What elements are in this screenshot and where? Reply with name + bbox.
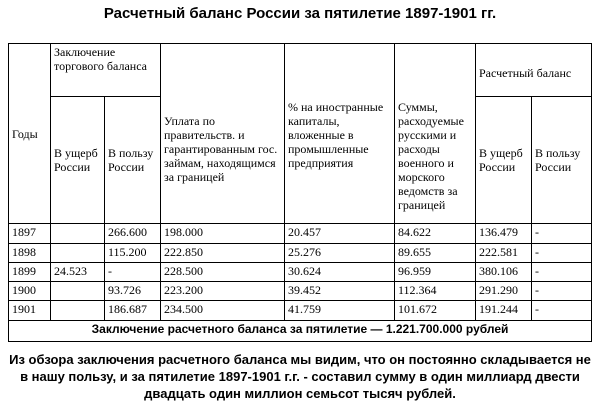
- settlement-against-cell: 380.106: [476, 262, 532, 281]
- header-settlement-against: В ущерб России: [476, 96, 532, 224]
- table-row: [9, 224, 592, 243]
- table-row: [9, 243, 592, 262]
- trade-against-cell: [51, 224, 105, 243]
- settlement-against-cell: 136.479: [476, 224, 532, 243]
- header-payment: Уплата по правительств. и гарантированным гос. займам, находящимся за границей: [161, 44, 285, 224]
- total-row: [9, 320, 592, 341]
- conclusion-line: двадцать один миллион семьсот тысяч рублей.: [144, 386, 456, 401]
- percent-cell: 41.759: [285, 301, 395, 320]
- year-cell: 1897: [9, 224, 51, 243]
- year-cell: 1900: [9, 282, 51, 301]
- table-row: [9, 282, 592, 301]
- table-row: [9, 262, 592, 281]
- percent-cell: 20.457: [285, 224, 395, 243]
- settlement-for-cell: -: [532, 282, 592, 301]
- header-sums: Суммы, расходуемые русскими и расходы военного и морского ведомств за границей: [395, 44, 476, 224]
- payment-cell: 228.500: [161, 262, 285, 281]
- settlement-for-cell: -: [532, 301, 592, 320]
- conclusion-line: в нашу пользу, и за пятилетие 1897-1901 г.г. - составил сумму в один миллиард двести: [20, 369, 580, 384]
- total-summary: Заключение расчетного баланса за пятилетие — 1.221.700.000 рублей: [9, 320, 592, 341]
- settlement-for-cell: -: [532, 224, 592, 243]
- header-settlement-for: В пользу России: [532, 96, 592, 224]
- sums-cell: 89.655: [395, 243, 476, 262]
- conclusion-text: [0, 351, 600, 402]
- settlement-against-cell: 291.290: [476, 282, 532, 301]
- conclusion-line: Из обзора заключения расчетного баланса мы видим, что он постоянно складывается не: [9, 352, 591, 367]
- trade-against-cell: [51, 282, 105, 301]
- settlement-against-cell: 191.244: [476, 301, 532, 320]
- trade-for-cell: 266.600: [105, 224, 161, 243]
- header-percent: % на иностранные капиталы, вложенные в промышленные предприятия: [285, 44, 395, 224]
- header-trade-balance: Заключение торгового баланса: [51, 44, 161, 97]
- trade-against-cell: [51, 301, 105, 320]
- table-row: [9, 301, 592, 320]
- trade-against-cell: [51, 243, 105, 262]
- sums-cell: 101.672: [395, 301, 476, 320]
- header-trade-for: В пользу России: [105, 96, 161, 224]
- sums-cell: 84.622: [395, 224, 476, 243]
- settlement-for-cell: -: [532, 243, 592, 262]
- percent-cell: 39.452: [285, 282, 395, 301]
- settlement-for-cell: -: [532, 262, 592, 281]
- page-title: Расчетный баланс России за пятилетие 1897-1901 гг.: [103, 5, 497, 22]
- sums-cell: 112.364: [395, 282, 476, 301]
- header-row-group: [9, 44, 592, 97]
- settlement-against-cell: 222.581: [476, 243, 532, 262]
- year-cell: 1901: [9, 301, 51, 320]
- header-settlement-balance: Расчетный баланс: [476, 44, 592, 97]
- year-cell: 1898: [9, 243, 51, 262]
- trade-for-cell: 93.726: [105, 282, 161, 301]
- trade-for-cell: 186.687: [105, 301, 161, 320]
- balance-table: [8, 43, 592, 342]
- percent-cell: 30.624: [285, 262, 395, 281]
- trade-against-cell: 24.523: [51, 262, 105, 281]
- header-trade-against: В ущерб России: [51, 96, 105, 224]
- header-years: Годы: [9, 44, 51, 224]
- payment-cell: 234.500: [161, 301, 285, 320]
- percent-cell: 25.276: [285, 243, 395, 262]
- year-cell: 1899: [9, 262, 51, 281]
- trade-for-cell: 115.200: [105, 243, 161, 262]
- trade-for-cell: -: [105, 262, 161, 281]
- payment-cell: 222.850: [161, 243, 285, 262]
- payment-cell: 198.000: [161, 224, 285, 243]
- payment-cell: 223.200: [161, 282, 285, 301]
- sums-cell: 96.959: [395, 262, 476, 281]
